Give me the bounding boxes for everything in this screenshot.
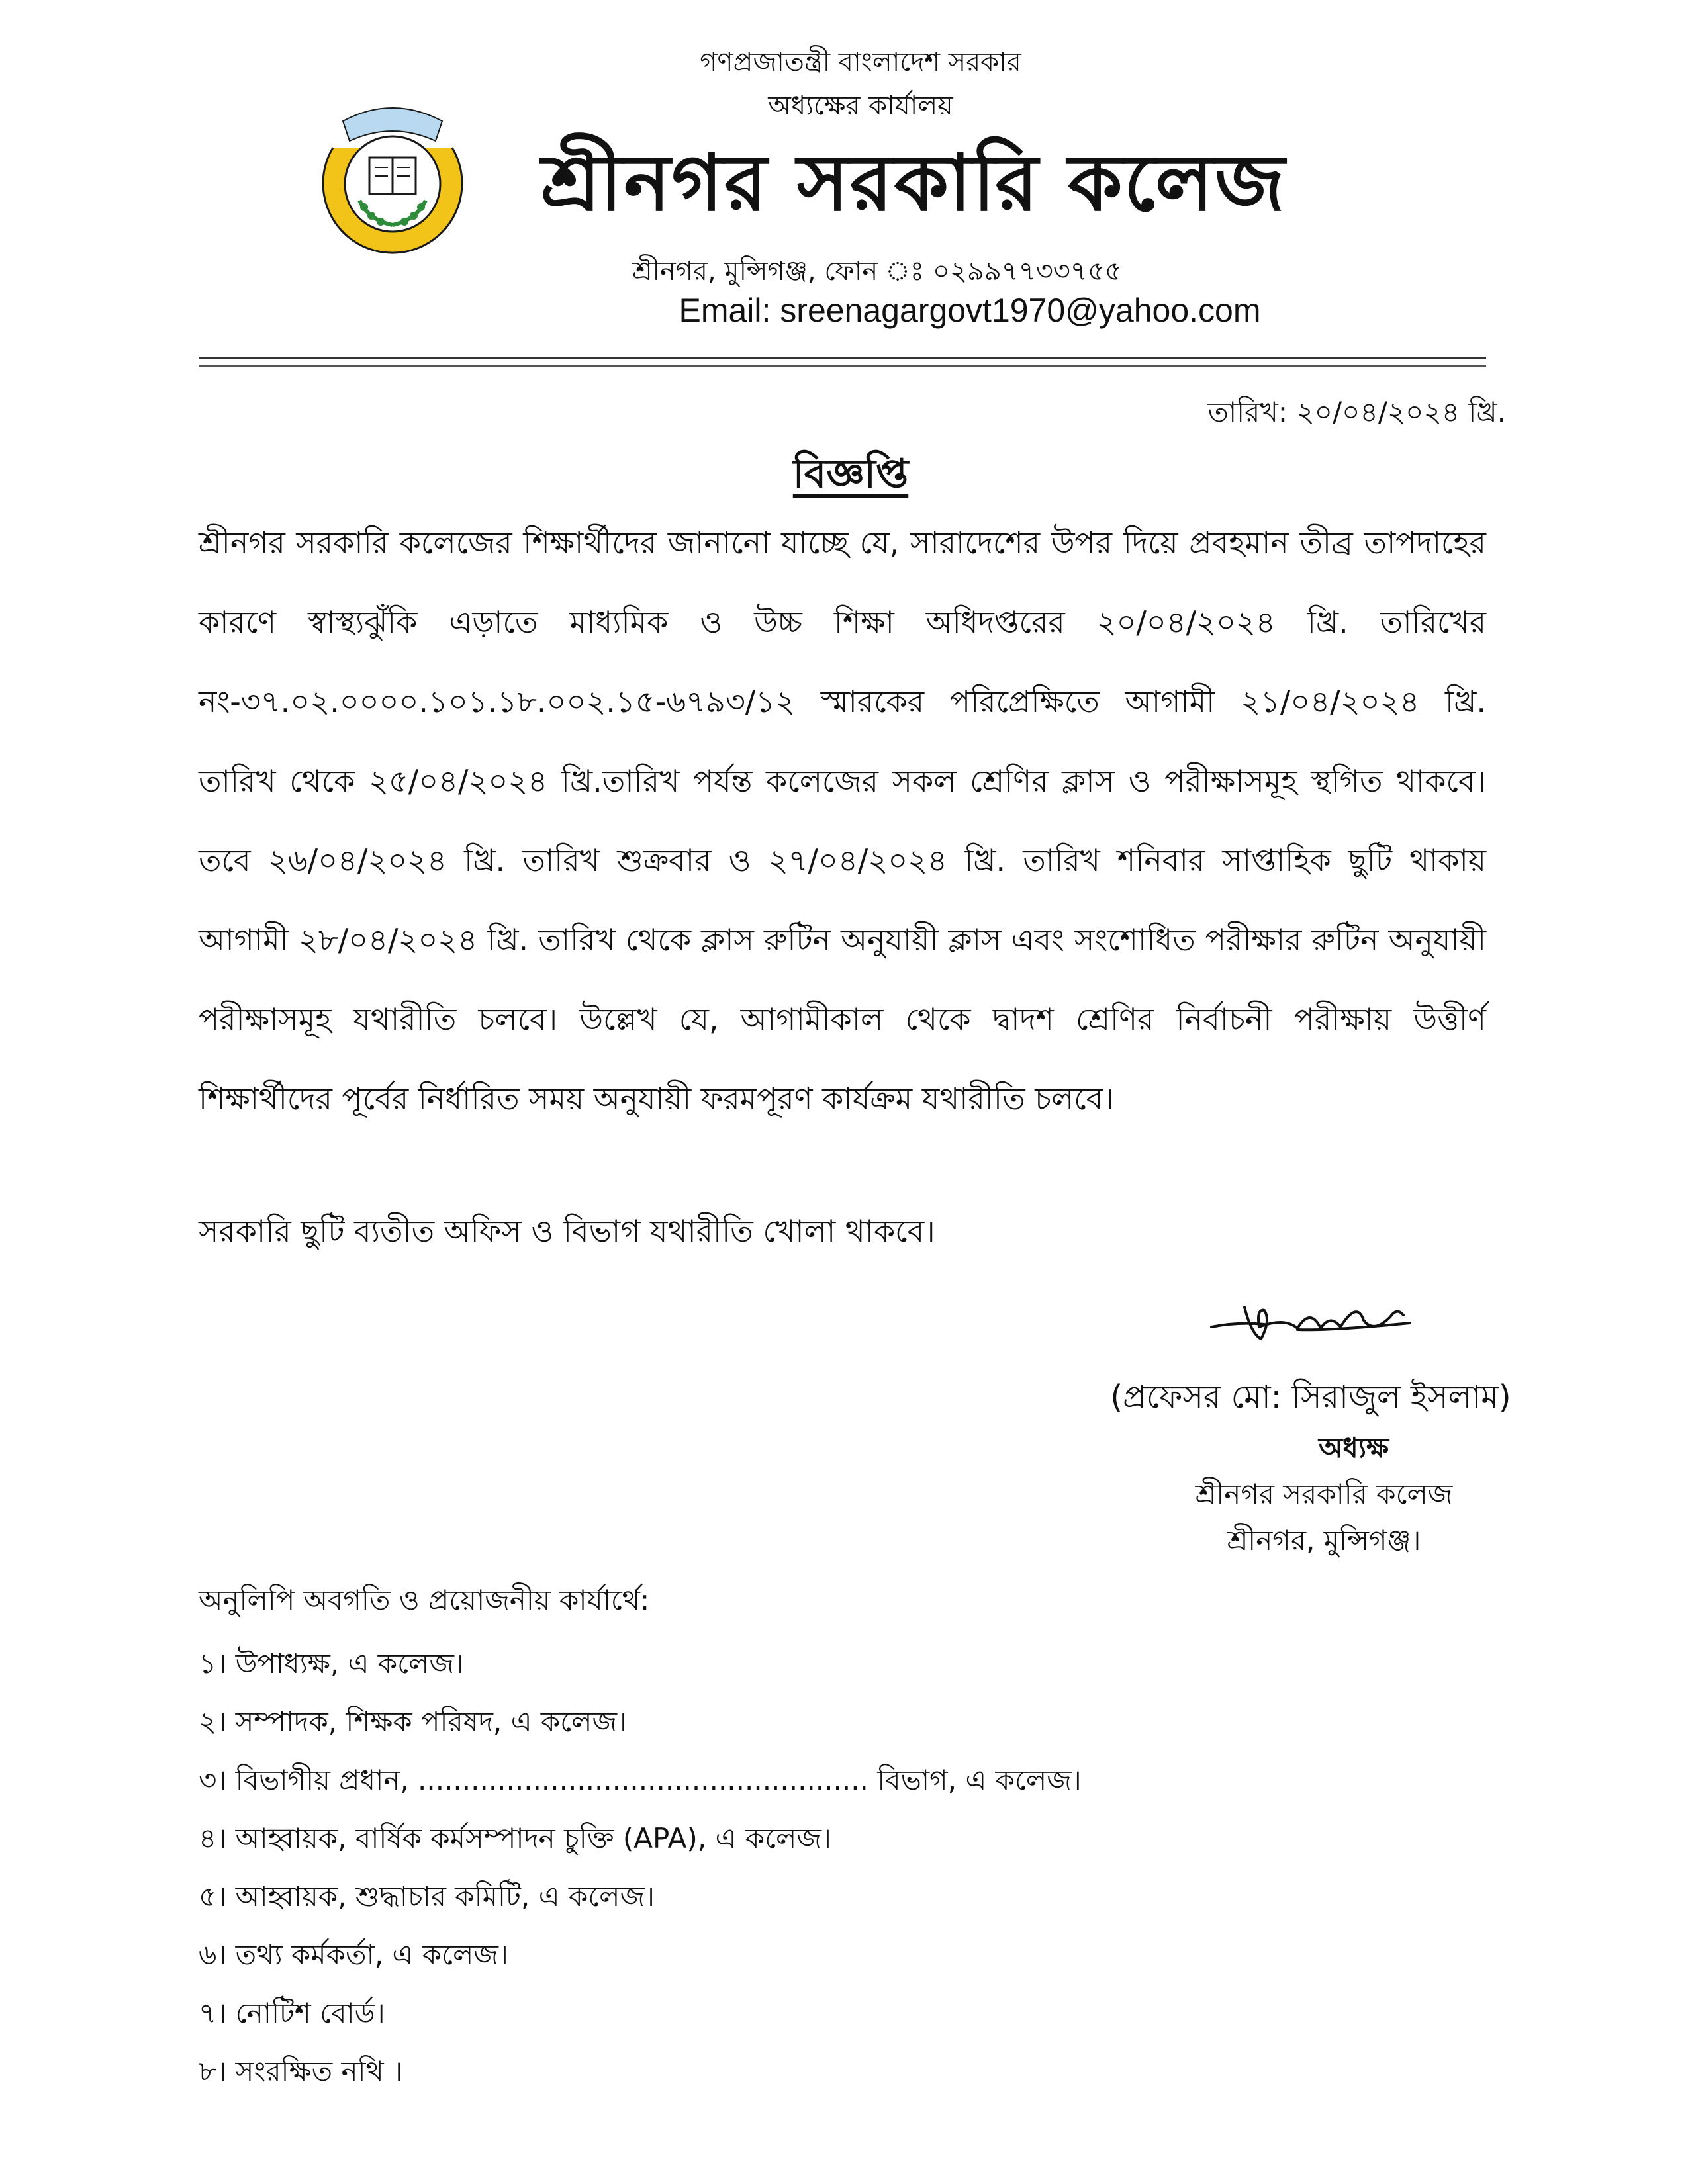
list-item: ২। সম্পাদক, শিক্ষক পরিষদ, এ কলেজ।: [199, 1706, 628, 1738]
list-item: ৩। বিভাগীয় প্রধান, ................................................... বিভাগ, এ কলেজ।: [199, 1764, 1082, 1796]
list-item: ৮। সংরক্ষিত নথি ।: [199, 2055, 403, 2087]
office-title: অধ্যক্ষের কার্যালয়: [768, 91, 953, 121]
signatory-name: (প্রফেসর মো: সিরাজুল ইসলাম): [1110, 1379, 1511, 1416]
college-address: শ্রীনগর, মুন্সিগঞ্জ, ফোন ঃ ০২৯৯৭৭৩৩৭৫৫: [632, 256, 1122, 287]
header-divider-top: [199, 357, 1486, 359]
college-name: শ্রীনগর সরকারি কলেজ: [541, 137, 1286, 228]
list-item: ১। উপাধ্যক্ষ, এ কলেজ।: [199, 1647, 464, 1680]
government-title: গণপ্রজাতন্ত্রী বাংলাদেশ সরকার: [700, 47, 1021, 77]
college-logo: [303, 85, 482, 263]
list-item: ৪। আহ্বায়ক, বার্ষিক কর্মসম্পাদন চুক্তি (APA), এ কলেজ।: [199, 1822, 831, 1854]
list-item: ৬। তথ্য কর্মকর্তা, এ কলেজ।: [199, 1938, 508, 1971]
notice-office-note: সরকারি ছুটি ব্যতীত অফিস ও বিভাগ যথারীতি খোলা থাকবে।: [199, 1213, 935, 1249]
notice-body: শ্রীনগর সরকারি কলেজের শিক্ষার্থীদের জানানো যাচ্ছে যে, সারাদেশের উপর দিয়ে প্রবহমান তীব্র তাপদাহের কারণে স্বাস্থ্যঝুঁকি এড়াতে মাধ্যমিক ও উচ্চ শিক্ষা অধিদপ্তরের ২০/০৪/২০২৪ খ্রি. তারিখের নং-৩৭.০২.০০০০.১০১.১৮.০০২.১৫-৬৭৯৩/১২ স্মারকের পরিপ্রেক্ষিতে আগামী ২১/০৪/২০২৪ খ্রি. তারিখ থেকে ২৫/০৪/২০২৪ খ্রি.তারিখ পর্যন্ত কলেজের সকল শ্রেণির ক্লাস ও পরীক্ষাসমূহ স্থগিত থাকবে। তবে ২৬/০৪/২০২৪ খ্রি. তারিখ শুক্রবার ও ২৭/০৪/২০২৪ খ্রি. তারিখ শনিবার সাপ্তাহিক ছুটি থাকায় আগামী ২৮/০৪/২০২৪ খ্রি. তারিখ থেকে ক্লাস রুটিন অনুযায়ী ক্লাস এবং সংশোধিত পরীক্ষার রুটিন অনুযায়ী পরীক্ষাসমূহ যথারীতি চলবে। উল্লেখ যে, আগামীকাল থেকে দ্বাদশ শ্রেণির নির্বাচনী পরীক্ষায় উত্তীর্ণ শিক্ষার্থীদের পূর্বের নির্ধারিত সময় অনুযায়ী ফরমপূরণ কার্যক্রম যথারীতি চলবে।: [199, 525, 1486, 1116]
signatory-title: অধ্যক্ষ: [1318, 1432, 1389, 1464]
notice-title: বিজ্ঞপ্তি: [792, 451, 909, 497]
list-item: ৭। নোটিশ বোর্ড।: [199, 1997, 385, 2029]
principal-signature: [1198, 1281, 1417, 1353]
notice-date: তারিখ: ২০/০৪/২০২৪ খ্রি.: [1207, 396, 1506, 428]
copy-to-list: [199, 1635, 1082, 2101]
signatory-location: শ্রীনগর, মুন্সিগঞ্জ।: [1227, 1524, 1421, 1557]
college-email: Email: sreenagargovt1970@yahoo.com: [679, 292, 1261, 329]
header-divider-bottom: [199, 365, 1486, 367]
copy-to-heading: অনুলিপি অবগতি ও প্রয়োজনীয় কার্যার্থে:: [199, 1584, 650, 1616]
signatory-organization: শ্রীনগর সরকারি কলেজ: [1195, 1478, 1453, 1510]
list-item: ৫। আহ্বায়ক, শুদ্ধাচার কমিটি, এ কলেজ।: [199, 1880, 655, 1913]
